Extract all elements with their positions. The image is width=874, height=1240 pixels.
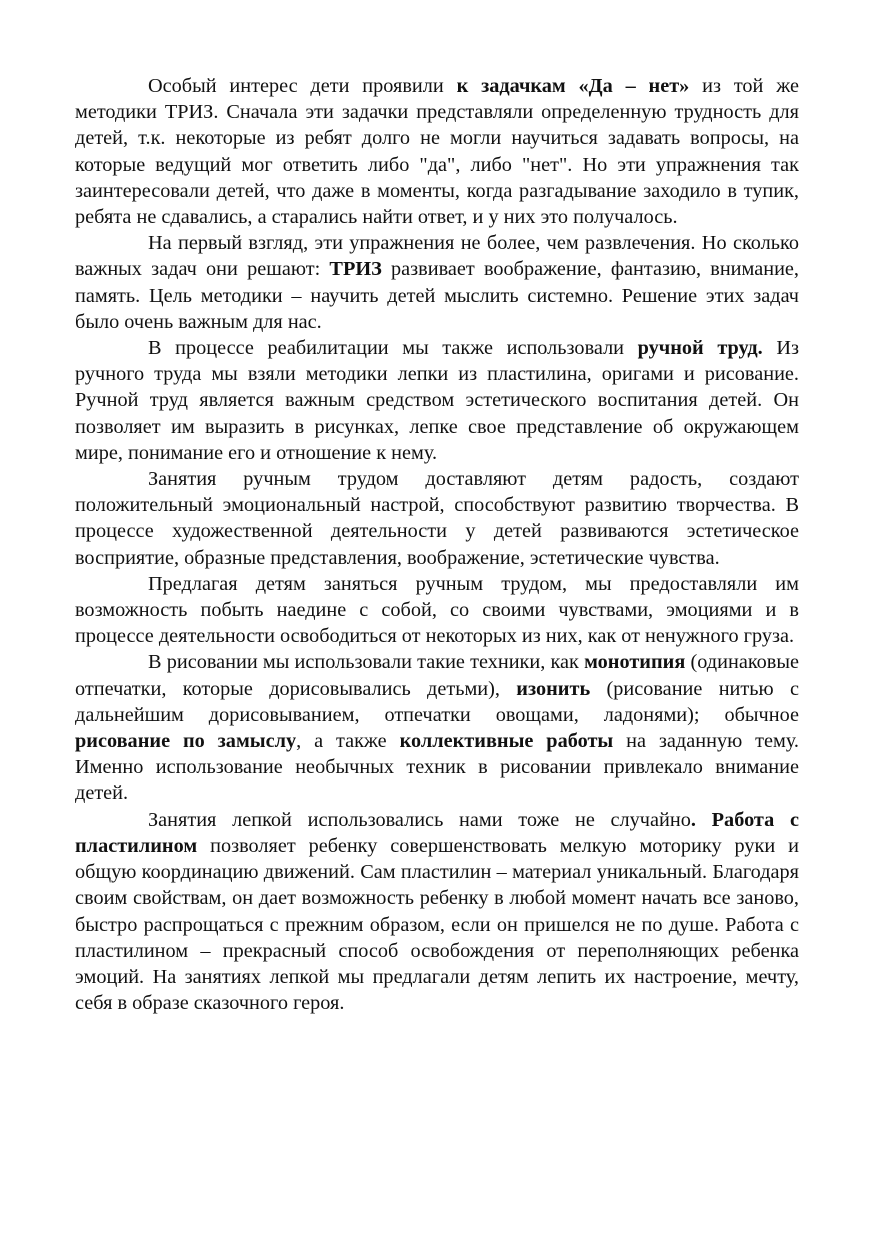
- paragraph-drawing-techniques: [75, 649, 799, 806]
- text-run: Из ручного труда мы взяли методики лепки из пластилина, оригами и рисование. Ручной труд является важным средством эстетического воспитания детей. Он позволяет им выразить в рисунках, лепке свое представление об окружающем мире, понимание его и отношение к нему.: [75, 337, 799, 464]
- text-run: Предлагая детям заняться ручным трудом, мы предоставляли им возможность побыть наедине с собой, со своими чувствами, эмоциями и в процессе деятельности освободиться от некоторых из них, как от ненужного груза.: [75, 572, 799, 648]
- paragraph-triz-benefits: [75, 230, 799, 335]
- text-run: В процессе реабилитации мы также использовали: [148, 337, 638, 360]
- text-run: Особый интерес дети проявили: [148, 75, 457, 97]
- text-run: (рисование нитью с дальнейшим дорисовыванием, отпечатки овощами, ладонями); обычное: [75, 677, 799, 726]
- bold-text-run: к задачкам «Да – нет»: [456, 75, 690, 97]
- bold-text-run: ручной труд.: [637, 337, 763, 360]
- bold-text-run: ТРИЗ: [329, 258, 382, 281]
- text-run: на заданную тему. Именно использование необычных техник в рисовании привлекало внимание детей.: [75, 730, 799, 805]
- paragraph-handicraft-joy: [75, 466, 799, 571]
- paragraph-handicraft-alone: [75, 571, 799, 650]
- text-run: , а также: [296, 730, 400, 753]
- text-run: Занятия лепкой использовались нами тоже не случайно: [148, 808, 691, 831]
- text-run: (одинаковые отпечатки, которые дорисовывались детьми),: [75, 651, 800, 700]
- text-run: Занятия ручным трудом доставляют детям радость, создают положительный эмоциональный настрой, способствуют развитию творчества. В процессе художественной деятельности у детей развиваются эстетическое восприятие, образные представления, воображение, эстетические чувства.: [75, 468, 799, 569]
- bold-text-run: рисование по замыслу: [75, 730, 297, 753]
- text-run: позволяет ребенку совершенствовать мелкую моторику руки и общую координацию движений. Сам пластилин – материал уникальный. Благодаря своим свойствам, он дает возможность ребенку в любой момент начать все заново, быстро распрощаться с прежним образом, если он пришелся не по душе. Работа с пластилином – прекрасный способ освобождения от переполняющих ребенка эмоций. На занятиях лепкой мы предлагали детям лепить их настроение, мечту, себя в образе сказочного героя.: [75, 834, 799, 1015]
- text-run: На первый взгляд, эти упражнения не более, чем развлечения. Но сколько важных задач они решают:: [75, 232, 799, 281]
- bold-text-run: коллективные работы: [399, 730, 614, 753]
- text-run: развивает воображение, фантазию, внимание, память. Цель методики – научить детей мыслить системно. Решение этих задач было очень важным для нас.: [75, 258, 799, 333]
- bold-text-run: монотипия: [584, 651, 686, 674]
- document-page: [75, 73, 799, 1016]
- text-run: из той же методики ТРИЗ. Сначала эти задачки представляли определенную трудность для детей, т.к. некоторые из ребят долго не могли научиться задавать вопросы, на которые ведущий мог ответить либо "да", либо "нет". Но эти упражнения так заинтересовали детей, что даже в моменты, когда разгадывание заходило в тупик, ребята не сдавались, а старались найти ответ, и у них это получалось.: [75, 75, 799, 229]
- bold-text-run: . Работа с пластилином: [75, 808, 800, 857]
- text-run: В рисовании мы использовали такие техники, как: [148, 651, 585, 674]
- paragraph-handicraft: [75, 335, 799, 466]
- paragraph-modeling: [75, 807, 799, 1017]
- bold-text-run: изонить: [516, 677, 591, 700]
- paragraph-triz-yes-no: [75, 73, 799, 230]
